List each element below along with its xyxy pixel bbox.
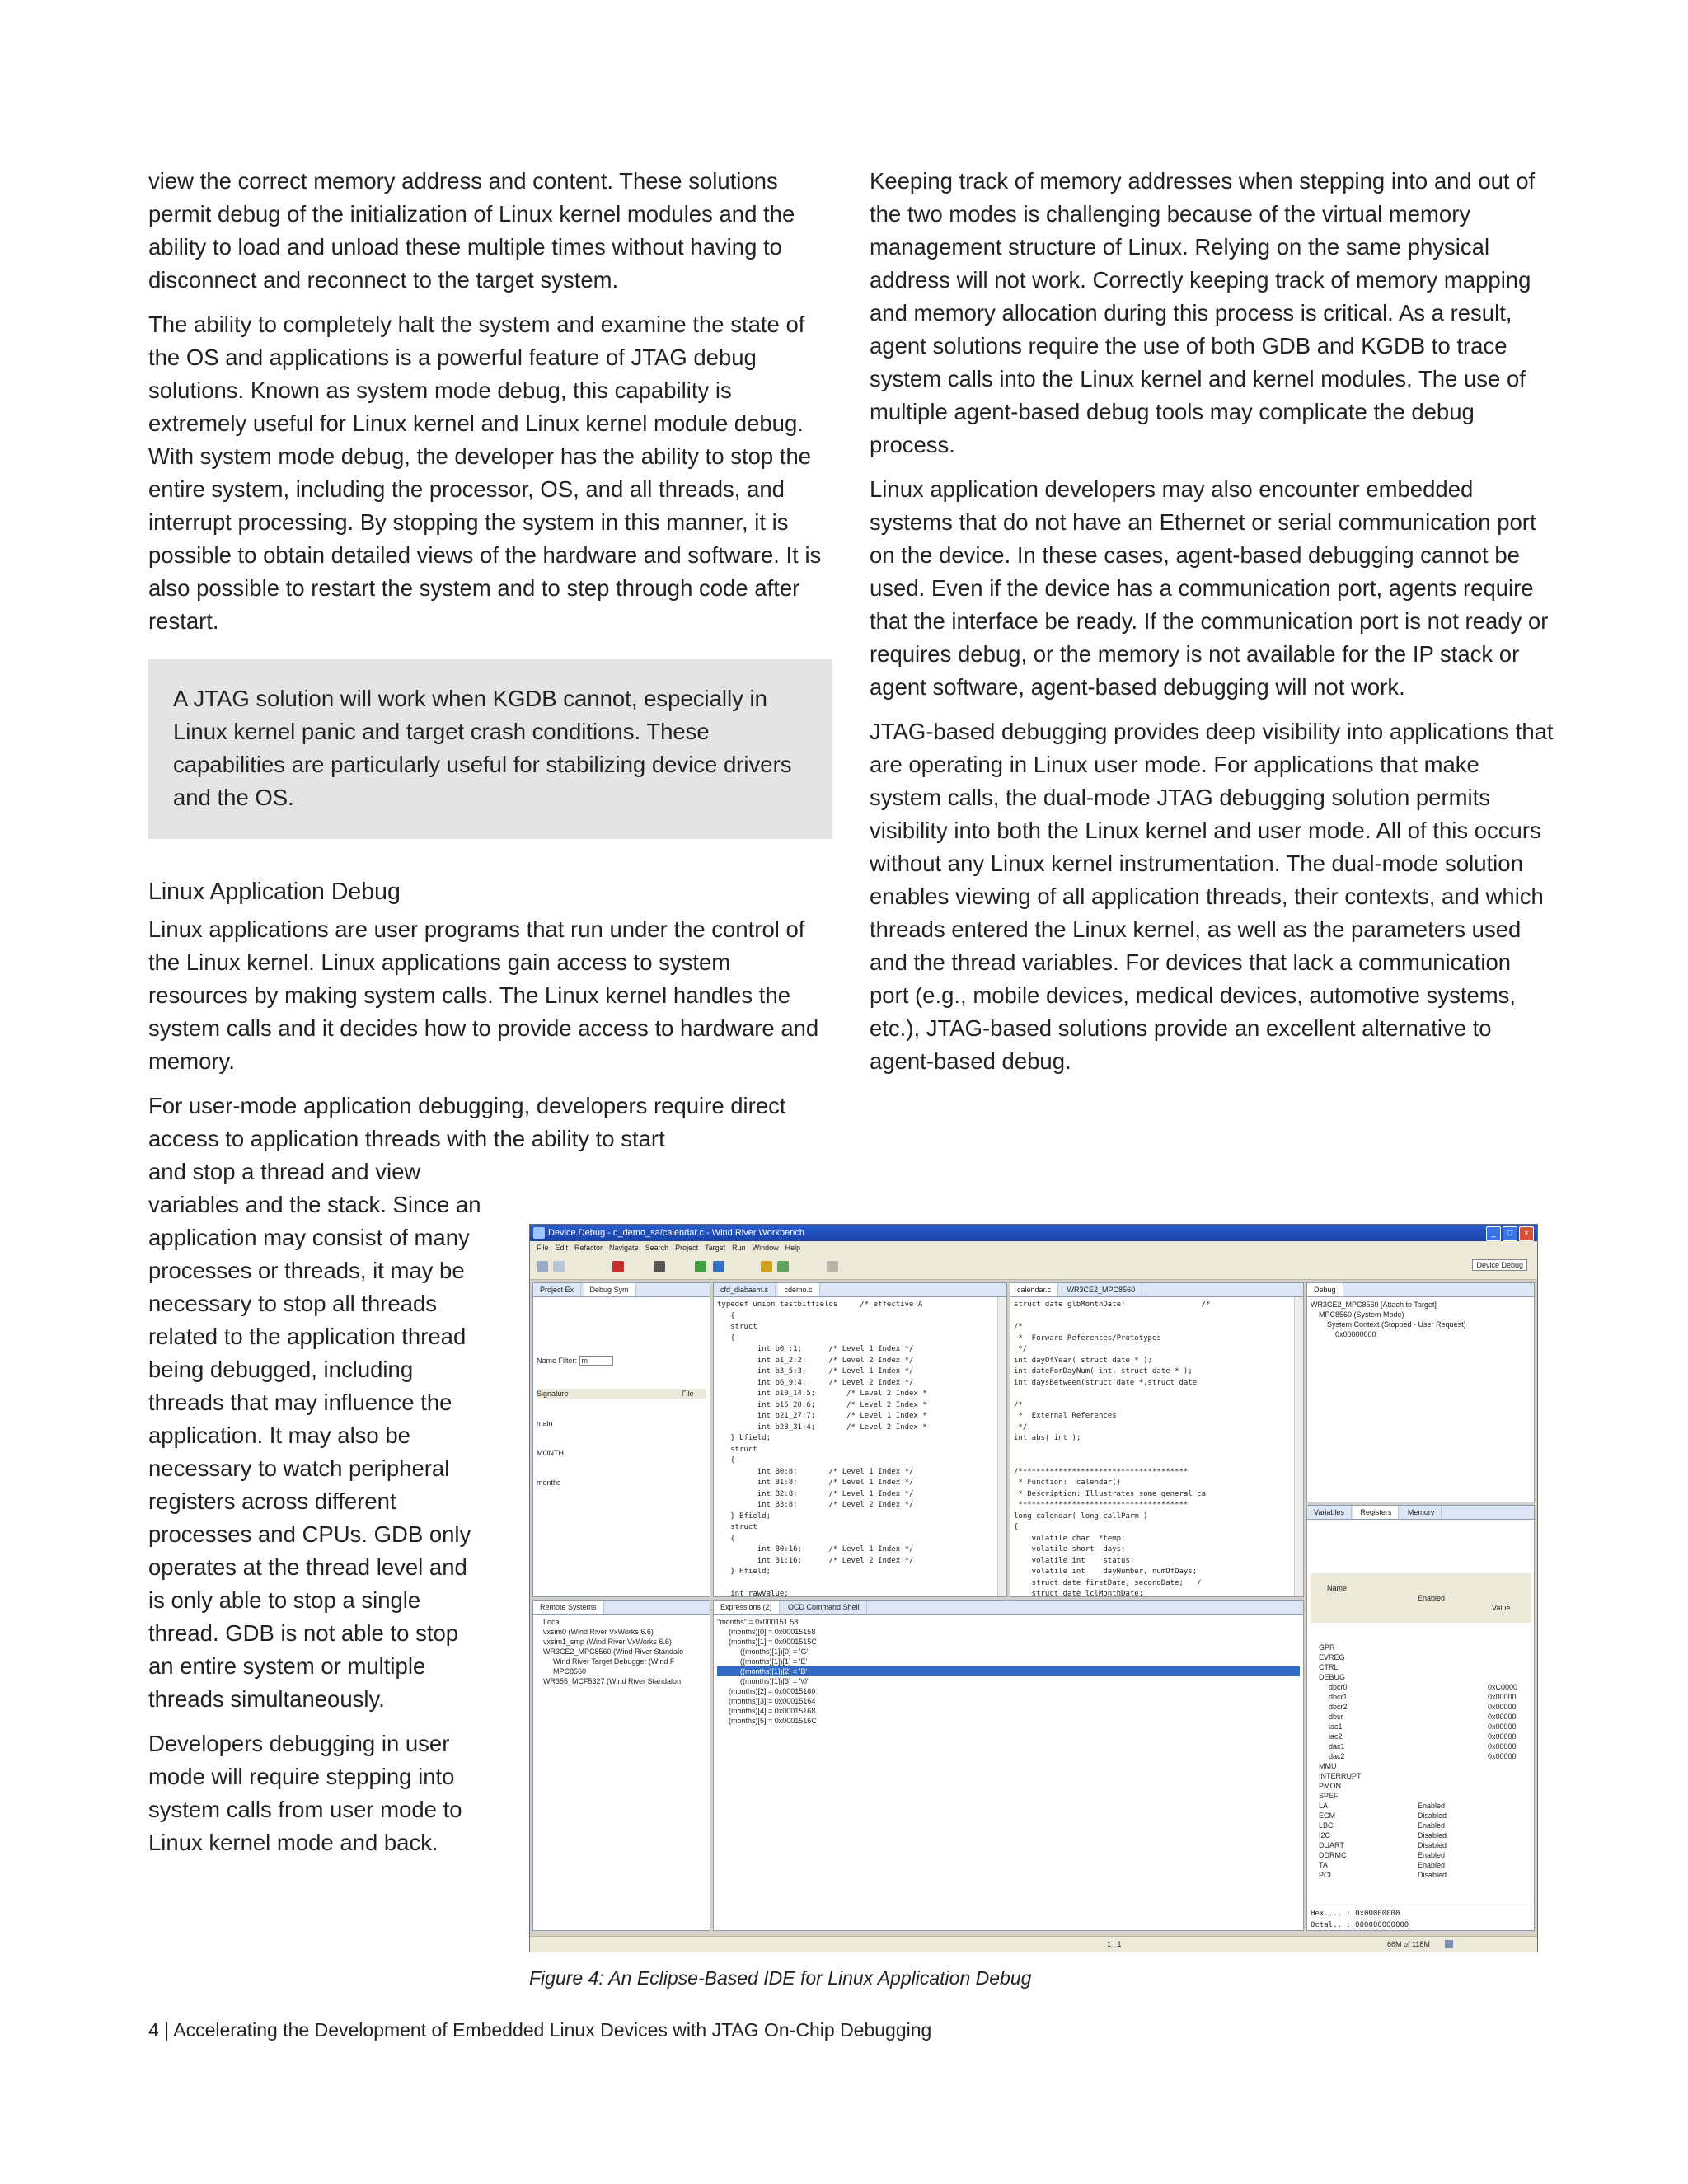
code-line[interactable]: * Description: Illustrates some general ca bbox=[1014, 1489, 1206, 1498]
register-name: I2C bbox=[1319, 1831, 1331, 1840]
register-row[interactable] bbox=[1311, 1672, 1531, 1682]
code-line[interactable]: int abs( int ); bbox=[1014, 1434, 1081, 1442]
register-value: 0x00000 bbox=[1488, 1713, 1517, 1721]
code-line[interactable]: volatile int status; bbox=[1014, 1556, 1135, 1565]
callout-text: A JTAG solution will work when KGDB cannot, especially in Linux kernel panic and target crash conditions. These capabilities are particularly useful for stabilizing device drivers and the OS. bbox=[173, 686, 792, 810]
register-value: 0x00000 bbox=[1488, 1722, 1517, 1731]
expression-row[interactable]: ((months)[1])[3] = '\0' bbox=[740, 1677, 809, 1685]
editor-cdemo bbox=[713, 1282, 1007, 1597]
tab-memory[interactable]: Memory bbox=[1401, 1506, 1442, 1519]
register-name: EVREG bbox=[1319, 1653, 1345, 1661]
register-name: GPR bbox=[1319, 1643, 1335, 1652]
callout-box bbox=[148, 659, 832, 839]
remote-tree-item[interactable]: Wind River Target Debugger (Wind F bbox=[553, 1657, 675, 1666]
register-row[interactable] bbox=[1311, 1732, 1531, 1741]
reg-header-enabled: Enabled bbox=[1418, 1594, 1446, 1602]
register-value: 0x00000 bbox=[1488, 1703, 1517, 1711]
debug-view-tabs bbox=[1307, 1283, 1534, 1297]
minimize-icon[interactable]: _ bbox=[1486, 1226, 1501, 1241]
register-name: PCI bbox=[1319, 1871, 1332, 1879]
code-line[interactable] bbox=[1014, 1389, 1300, 1400]
register-name: iac1 bbox=[1329, 1722, 1343, 1731]
register-value: 0xC0000 bbox=[1488, 1683, 1518, 1691]
remote-tree-item[interactable]: vxsim0 (Wind River VxWorks 6.6) bbox=[543, 1628, 654, 1636]
left-paragraph-1: view the correct memory address and content. These solutions permit debug of the initialization of Linux kernel modules and the ability to load and unload these multiple times without having to disconnect and reconnect to the target system. bbox=[148, 168, 795, 293]
menu-item-file[interactable]: File bbox=[537, 1244, 549, 1252]
registers-list bbox=[1311, 1643, 1531, 1880]
register-row[interactable] bbox=[1311, 1712, 1531, 1722]
code-line[interactable]: */ bbox=[1014, 1422, 1028, 1432]
menu-item-search[interactable]: Search bbox=[645, 1244, 669, 1252]
expressions-tabs bbox=[714, 1601, 1303, 1615]
menu-item-window[interactable]: Window bbox=[752, 1244, 779, 1252]
run-icon[interactable] bbox=[695, 1261, 706, 1272]
register-name: LBC bbox=[1319, 1821, 1334, 1830]
cursor-position: 1 : 1 bbox=[1107, 1940, 1122, 1948]
tab-expressions[interactable]: Expressions (2) bbox=[714, 1601, 780, 1614]
code-line[interactable]: int b6_9:4; /* Level 2 Index */ bbox=[717, 1378, 914, 1387]
code-line[interactable]: int b15_20:6; /* Level 2 Index * bbox=[717, 1400, 927, 1409]
expression-row[interactable]: (months)[3] = 0x00015164 bbox=[729, 1697, 816, 1705]
code-line[interactable]: int b28_31:4; /* Level 2 Index * bbox=[717, 1422, 927, 1432]
code-line[interactable] bbox=[717, 1578, 1003, 1590]
code-line[interactable]: } bfield; bbox=[717, 1434, 771, 1442]
register-row[interactable] bbox=[1311, 1811, 1531, 1821]
tab-project-explorer[interactable]: Project Ex bbox=[533, 1283, 581, 1296]
debug-tree-item[interactable]: WR3CE2_MPC8560 [Attach to Target] bbox=[1311, 1301, 1437, 1309]
register-row[interactable] bbox=[1311, 1722, 1531, 1732]
remote-tree-item[interactable]: WR355_MCF5327 (Wind River Standalon bbox=[543, 1677, 682, 1685]
code-line[interactable]: int b1_2:2; /* Level 2 Index */ bbox=[717, 1356, 914, 1365]
code-line[interactable]: int B2:8; /* Level 1 Index */ bbox=[717, 1489, 914, 1498]
register-name: dbcr2 bbox=[1329, 1703, 1348, 1711]
register-value: 0x00000 bbox=[1488, 1752, 1517, 1760]
register-row[interactable] bbox=[1311, 1662, 1531, 1672]
code-line[interactable]: { bbox=[717, 1456, 735, 1465]
register-row[interactable] bbox=[1311, 1781, 1531, 1791]
expression-row[interactable]: ((months)[1])[2] = 'B' bbox=[717, 1666, 1300, 1676]
debug-symbols-body bbox=[533, 1297, 710, 1596]
register-enabled: Disabled bbox=[1418, 1841, 1447, 1849]
code-line[interactable]: int dayOfYear( struct date * ); bbox=[1014, 1356, 1152, 1365]
code-line[interactable]: volatile int dayNumber, numOfDays; bbox=[1014, 1568, 1198, 1576]
symbol-row[interactable]: main bbox=[537, 1419, 553, 1427]
code-line[interactable]: struct date firstDate, secondDate; / bbox=[1014, 1578, 1202, 1587]
window-title: Device Debug - c_demo_sa/calendar.c - Wind River Workbench bbox=[548, 1228, 804, 1238]
register-name: ECM bbox=[1319, 1811, 1335, 1820]
code-line[interactable]: struct date lclMonthDate; bbox=[1014, 1590, 1144, 1596]
expression-row[interactable]: (months)[2] = 0x00015160 bbox=[729, 1687, 816, 1695]
symbol-row[interactable]: MONTH bbox=[537, 1449, 564, 1457]
code-line[interactable]: ************************************** bbox=[1014, 1501, 1189, 1509]
register-row[interactable] bbox=[1311, 1702, 1531, 1712]
perspective-button[interactable]: Device Debug bbox=[1472, 1259, 1527, 1271]
register-row[interactable] bbox=[1311, 1682, 1531, 1692]
register-name: dac2 bbox=[1329, 1752, 1345, 1760]
editor1-tabs bbox=[714, 1283, 1006, 1297]
editor2-tabs bbox=[1010, 1283, 1303, 1297]
code-line[interactable]: struct bbox=[717, 1445, 757, 1454]
save-icon[interactable] bbox=[553, 1261, 565, 1272]
left-paragraph-2: The ability to completely halt the system and examine the state of the OS and applications is a powerful feature of JTAG debug solutions. Known as system mode debug, this capability is extremely useful for Linux kernel and Linux kernel module debug. With system mode debug, the developer has the ability to stop the entire system, including the processor, OS, and all threads, and interrupt processing. By stopping the system in this manner, it is possible to obtain detailed views of the hardware and software. It is also possible to restart the system and to step through code after restart. bbox=[148, 312, 822, 634]
menu-item-project[interactable]: Project bbox=[675, 1244, 699, 1252]
register-row[interactable] bbox=[1311, 1801, 1531, 1811]
code-line[interactable]: int B1:8; /* Level 1 Index */ bbox=[717, 1479, 914, 1487]
register-name: dbsr bbox=[1329, 1713, 1343, 1721]
name-filter-label: Name Filter: bbox=[537, 1357, 578, 1365]
code-line[interactable] bbox=[1014, 1311, 1300, 1323]
debug-tree bbox=[1307, 1297, 1534, 1502]
heap-status: 66M of 118M bbox=[1387, 1940, 1430, 1948]
register-row[interactable] bbox=[1311, 1771, 1531, 1781]
register-row[interactable] bbox=[1311, 1643, 1531, 1652]
register-enabled: Enabled bbox=[1418, 1861, 1446, 1869]
editor2-scrollbar[interactable] bbox=[1294, 1297, 1303, 1596]
register-name: SPEF bbox=[1319, 1792, 1339, 1800]
value-format-row[interactable]: Hex.... : 0x00000000 bbox=[1311, 1910, 1400, 1918]
register-row[interactable] bbox=[1311, 1870, 1531, 1880]
register-row[interactable] bbox=[1311, 1840, 1531, 1850]
menu-bar bbox=[530, 1241, 1537, 1254]
register-name: dbcr0 bbox=[1329, 1683, 1348, 1691]
code-line[interactable]: volatile char *temp; bbox=[1014, 1534, 1126, 1543]
debug-symbols-panel bbox=[532, 1282, 710, 1597]
tab-ocd-command-shell[interactable]: OCD Command Shell bbox=[781, 1601, 867, 1614]
debug-tree-item[interactable]: MPC8560 (System Mode) bbox=[1319, 1310, 1404, 1319]
code-line[interactable]: /* bbox=[1014, 1400, 1023, 1409]
register-name: INTERRUPT bbox=[1319, 1772, 1362, 1780]
left-paragraph-3: Linux applications are user programs that run under the control of the Linux kernel. Linux applications gain access to system resources by making system calls. The Linux kernel handles the system calls and it decides how to provide access to hardware and memory. bbox=[148, 916, 819, 1074]
register-name: DDRMC bbox=[1319, 1851, 1347, 1859]
reg-header-name: Name bbox=[1327, 1584, 1348, 1592]
code-line[interactable]: { bbox=[717, 1534, 735, 1543]
maximize-icon[interactable]: □ bbox=[1503, 1226, 1517, 1241]
name-filter-input[interactable]: m bbox=[579, 1356, 614, 1366]
right-paragraph-3: JTAG-based debugging provides deep visibility into applications that are operating in Linux user mode. For applications that make system calls, the dual-mode JTAG debugging solution permits visibility into both the Linux kernel and user mode. All of this occurs without any Linux kernel instrumentation. The dual-mode solution enables viewing of all application threads, their contexts, and which threads entered the Linux kernel, as well as the parameters used and the thread variables. For devices that lack a communication port (e.g., mobile devices, medical devices, automotive systems, etc.), JTAG-based solutions provide an excellent alternative to agent-based debug. bbox=[870, 719, 1554, 1074]
code-line[interactable]: /* bbox=[1014, 1323, 1023, 1331]
remote-tree-item[interactable]: WR3CE2_MPC8560 (Wind River Standalo bbox=[543, 1647, 684, 1656]
code-line[interactable]: int B3:8; /* Level 2 Index */ bbox=[717, 1501, 914, 1509]
sym-header-file: File bbox=[682, 1390, 694, 1398]
remote-tree-item[interactable]: vxsim1_smp (Wind River VxWorks 6.6) bbox=[543, 1638, 672, 1646]
value-formats bbox=[1311, 1905, 1531, 1930]
register-row[interactable] bbox=[1311, 1692, 1531, 1702]
registers-tabs bbox=[1307, 1506, 1534, 1520]
remote-systems-tree bbox=[533, 1615, 710, 1930]
search-icon[interactable] bbox=[827, 1261, 838, 1272]
register-row[interactable] bbox=[1311, 1791, 1531, 1801]
right-column bbox=[870, 165, 1554, 1090]
code-line[interactable]: int B1:16; /* Level 2 Index */ bbox=[717, 1556, 914, 1565]
expression-row[interactable]: (months)[0] = 0x00015158 bbox=[729, 1628, 816, 1636]
code-line[interactable]: struct bbox=[717, 1323, 757, 1331]
build-icon[interactable] bbox=[612, 1261, 624, 1272]
code-line[interactable]: } Bfield; bbox=[717, 1511, 771, 1521]
menu-item-help[interactable]: Help bbox=[785, 1244, 801, 1252]
remote-systems-panel bbox=[532, 1600, 710, 1931]
tab-debug-symbols[interactable]: Debug Sym bbox=[584, 1283, 636, 1296]
register-enabled: Enabled bbox=[1418, 1802, 1446, 1810]
register-name: DUART bbox=[1319, 1841, 1344, 1849]
expressions-tree bbox=[714, 1615, 1303, 1930]
register-name: MMU bbox=[1319, 1762, 1337, 1770]
left-paragraph-4-narrow: and stop a thread and view variables and the stack. Since an application may consist of many processes or threads, it may be necessary to stop all threads related to the application thread being debugged, including threads that may influence the application. It may also be necessary to watch peripheral registers across different processes and CPUs. GDB only operates at the thread level and is only able to stop a single thread. GDB is not able to stop an entire system or multiple threads simultaneously. bbox=[148, 1159, 481, 1712]
expressions-panel bbox=[713, 1600, 1304, 1931]
remote-tree-item[interactable]: Local bbox=[543, 1618, 561, 1626]
code-line[interactable]: int b0 :1; /* Level 1 Index */ bbox=[717, 1345, 914, 1353]
status-bar bbox=[530, 1936, 1537, 1952]
new-icon[interactable] bbox=[537, 1261, 548, 1272]
figure-caption: Figure 4: An Eclipse-Based IDE for Linux Application Debug bbox=[529, 1967, 1032, 1989]
register-row[interactable] bbox=[1311, 1850, 1531, 1860]
menu-item-run[interactable]: Run bbox=[732, 1244, 746, 1252]
register-name: TA bbox=[1319, 1861, 1328, 1869]
register-name: PMON bbox=[1319, 1782, 1341, 1790]
register-enabled: Disabled bbox=[1418, 1811, 1447, 1820]
register-name: DEBUG bbox=[1319, 1673, 1346, 1681]
code-line[interactable]: struct date glbMonthDate; /* bbox=[1014, 1301, 1211, 1309]
back-icon[interactable] bbox=[654, 1261, 665, 1272]
register-row[interactable] bbox=[1311, 1830, 1531, 1840]
expression-row[interactable]: ((months)[1])[0] = 'G' bbox=[740, 1647, 809, 1656]
editor1-code[interactable] bbox=[714, 1297, 1006, 1596]
code-line[interactable]: int b3_5:3; /* Level 1 Index */ bbox=[717, 1367, 914, 1376]
editor2-code[interactable] bbox=[1010, 1297, 1303, 1596]
register-name: dbcr1 bbox=[1329, 1693, 1348, 1701]
register-enabled: Enabled bbox=[1418, 1851, 1446, 1859]
toolbar bbox=[530, 1254, 1537, 1280]
code-line[interactable]: int B0:16; /* Level 1 Index */ bbox=[717, 1545, 914, 1554]
page-footer: 4 | Accelerating the Development of Embedded Linux Devices with JTAG On-Chip Debugging bbox=[148, 2019, 932, 2041]
menu-item-navigate[interactable]: Navigate bbox=[609, 1244, 639, 1252]
ide-screenshot bbox=[529, 1224, 1538, 1952]
code-line[interactable]: int b21_27:7; /* Level 1 Index * bbox=[717, 1412, 927, 1420]
register-name: dac1 bbox=[1329, 1742, 1345, 1750]
attach-icon[interactable] bbox=[777, 1261, 789, 1272]
left-paragraph-4-wide: For user-mode application debugging, developers require direct access to application threads with the ability to start bbox=[148, 1093, 786, 1151]
tab-remote-systems[interactable]: Remote Systems bbox=[533, 1601, 604, 1614]
menu-item-edit[interactable]: Edit bbox=[555, 1244, 569, 1252]
code-line[interactable] bbox=[1014, 1455, 1300, 1467]
register-enabled: Disabled bbox=[1418, 1831, 1447, 1840]
code-line[interactable]: * Function: calendar() bbox=[1014, 1479, 1122, 1487]
expression-row[interactable]: ((months)[1])[1] = 'E' bbox=[740, 1657, 808, 1666]
expression-row[interactable]: (months)[4] = 0x00015168 bbox=[729, 1707, 816, 1715]
register-name: iac2 bbox=[1329, 1732, 1343, 1741]
tab-wr3ce2[interactable]: WR3CE2_MPC8560 bbox=[1061, 1283, 1143, 1296]
gc-icon[interactable] bbox=[1445, 1940, 1453, 1948]
registers-body bbox=[1307, 1520, 1534, 1930]
register-row[interactable] bbox=[1311, 1860, 1531, 1870]
register-row[interactable] bbox=[1311, 1741, 1531, 1751]
register-value: 0x00000 bbox=[1488, 1693, 1517, 1701]
code-line[interactable]: */ bbox=[1014, 1345, 1028, 1353]
reg-header-value: Value bbox=[1492, 1604, 1511, 1612]
right-paragraph-1: Keeping track of memory addresses when stepping into and out of the two modes is challenging because of the virtual memory management structure of Linux. Relying on the same physical address will not work. Correctly keeping track of memory mapping and memory allocation during this process is critical. As a result, agent solutions require the use of both GDB and KGDB to trace system calls into the Linux kernel and kernel modules. The use of multiple agent-based debug tools may complicate the debug process. bbox=[870, 168, 1536, 457]
code-line[interactable]: int B0:8; /* Level 1 Index */ bbox=[717, 1467, 914, 1476]
left-panel-tabs bbox=[533, 1283, 710, 1297]
register-enabled: Disabled bbox=[1418, 1871, 1447, 1879]
code-line[interactable]: int b10_14:5; /* Level 2 Index * bbox=[717, 1390, 927, 1398]
code-line[interactable]: int rawValue; bbox=[717, 1590, 789, 1596]
register-name: LA bbox=[1319, 1802, 1329, 1810]
tab-calendar[interactable]: calendar.c bbox=[1010, 1283, 1058, 1296]
expression-row[interactable]: (months)[1] = 0x0001515C bbox=[729, 1638, 817, 1646]
app-icon bbox=[533, 1227, 545, 1239]
expression-row[interactable]: "months" = 0x000151 58 bbox=[717, 1618, 799, 1626]
section-heading: Linux Application Debug bbox=[148, 879, 401, 905]
code-line[interactable]: struct bbox=[717, 1523, 757, 1531]
code-line[interactable]: volatile short days; bbox=[1014, 1545, 1126, 1554]
code-line[interactable]: int dateForDayNum( int, struct date * ); bbox=[1014, 1367, 1193, 1376]
register-name: CTRL bbox=[1319, 1663, 1339, 1671]
menu-item-refactor[interactable]: Refactor bbox=[574, 1244, 603, 1252]
remote-panel-tabs bbox=[533, 1601, 710, 1615]
symbol-row[interactable]: months bbox=[537, 1479, 561, 1487]
expression-row[interactable]: (months)[5] = 0x0001516C bbox=[729, 1717, 817, 1725]
code-line[interactable]: long calendar( long callParm ) bbox=[1014, 1511, 1148, 1521]
tab-cdemo[interactable]: cdemo.c bbox=[778, 1283, 820, 1296]
sym-header-signature: Signature bbox=[537, 1390, 569, 1398]
code-line[interactable]: typedef union testbitfields /* effective A bbox=[717, 1301, 923, 1309]
registers-panel bbox=[1306, 1505, 1535, 1931]
register-value: 0x00000 bbox=[1488, 1732, 1517, 1741]
code-line[interactable]: int daysBetween(struct date *,struct date bbox=[1014, 1378, 1198, 1387]
debug-tree-item[interactable]: 0x00000000 bbox=[1335, 1330, 1376, 1338]
register-row[interactable] bbox=[1311, 1652, 1531, 1662]
value-format-row[interactable]: Octal.. : 000000000000 bbox=[1311, 1920, 1409, 1929]
code-line[interactable]: * Forward References/Prototypes bbox=[1014, 1333, 1161, 1343]
code-line[interactable]: { bbox=[717, 1333, 735, 1343]
register-enabled: Enabled bbox=[1418, 1821, 1446, 1830]
editor1-scrollbar[interactable] bbox=[997, 1297, 1006, 1596]
remote-tree-item[interactable]: MPC8560 bbox=[553, 1667, 587, 1675]
left-paragraph-5: Developers debugging in user mode will require stepping into system calls from user mode to Linux kernel mode and back. bbox=[148, 1731, 462, 1855]
register-row[interactable] bbox=[1311, 1821, 1531, 1830]
right-paragraph-2: Linux application developers may also encounter embedded systems that do not have an Ethernet or serial communication port on the device. In these cases, agent-based debugging cannot be used. Even if the device has a communication port, agents require that the interface be ready. If the communication port is not ready or requires debug, or the memory is not available for the IP stack or agent software, agent-based debugging will not work. bbox=[870, 476, 1549, 700]
menu-item-target[interactable]: Target bbox=[705, 1244, 726, 1252]
code-line[interactable] bbox=[1014, 1445, 1300, 1456]
window-titlebar bbox=[530, 1225, 1537, 1241]
code-line[interactable]: { bbox=[1014, 1523, 1019, 1531]
debug-icon[interactable] bbox=[713, 1261, 724, 1272]
code-line[interactable]: * External References bbox=[1014, 1412, 1117, 1420]
tab-cfd-diabasm[interactable]: cfd_diabasm.s bbox=[714, 1283, 776, 1296]
register-row[interactable] bbox=[1311, 1761, 1531, 1771]
register-value: 0x00000 bbox=[1488, 1742, 1517, 1750]
editor-calendar bbox=[1010, 1282, 1304, 1597]
debug-view-panel bbox=[1306, 1282, 1535, 1502]
tab-variables[interactable]: Variables bbox=[1307, 1506, 1352, 1519]
debug-tree-item[interactable]: System Context (Stopped - User Request) bbox=[1327, 1320, 1466, 1329]
close-icon[interactable]: × bbox=[1519, 1226, 1534, 1241]
register-row[interactable] bbox=[1311, 1751, 1531, 1761]
tab-debug[interactable]: Debug bbox=[1307, 1283, 1343, 1296]
tab-registers[interactable]: Registers bbox=[1353, 1506, 1399, 1519]
code-line[interactable]: } Hfield; bbox=[717, 1568, 771, 1576]
code-line[interactable]: { bbox=[717, 1311, 735, 1320]
folder-icon[interactable] bbox=[761, 1261, 772, 1272]
code-line[interactable]: /************************************** bbox=[1014, 1467, 1189, 1476]
